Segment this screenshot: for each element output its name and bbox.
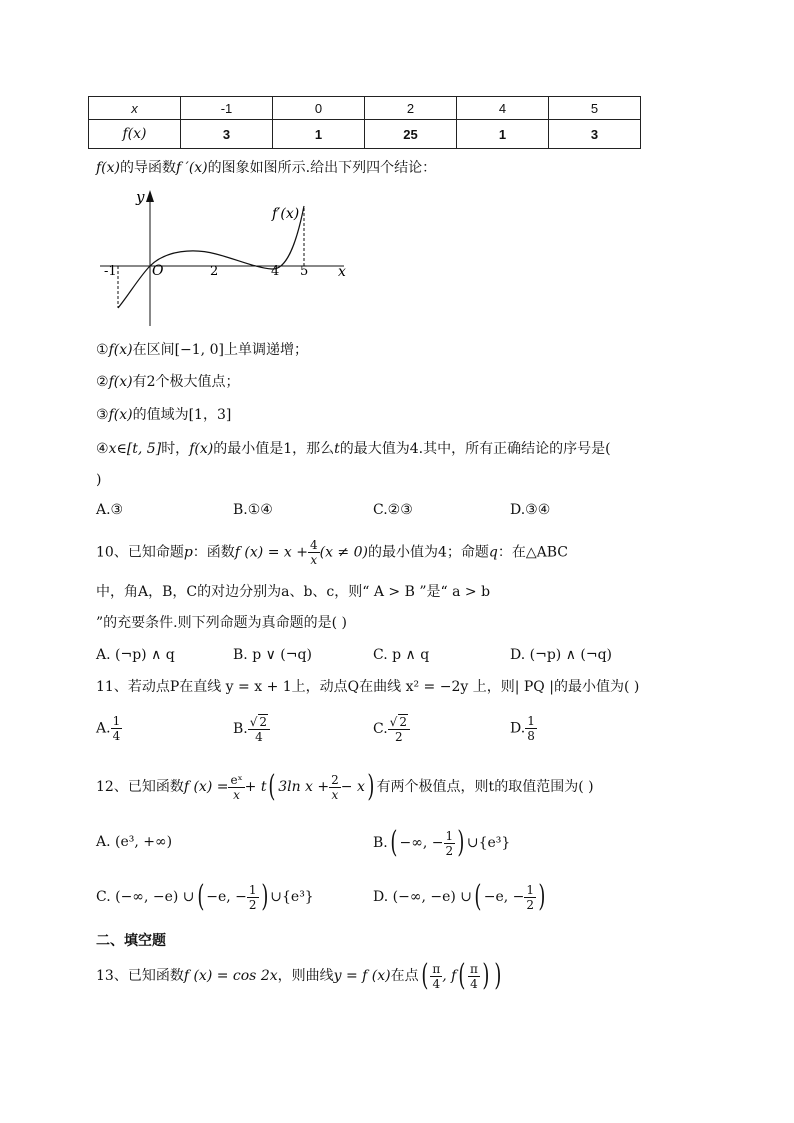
fraction-denominator: 2 — [526, 897, 535, 912]
statement-text: 的最小值是1，那么 — [213, 441, 335, 457]
option-label: B. — [233, 721, 248, 737]
fraction-numerator: √ 2 — [248, 714, 270, 730]
q12-option-a: A. (e³, +∞) — [96, 834, 173, 850]
fraction-denominator: 2 — [248, 897, 257, 912]
table-value-cell: 25 — [365, 120, 457, 149]
q9-intro-tail: 的图象如图所示.给出下列四个结论： — [207, 160, 437, 176]
statement-number: ② — [96, 374, 109, 390]
value-table — [88, 96, 641, 149]
q10-condition: (x ≠ 0) — [319, 544, 368, 561]
option-fraction — [111, 714, 123, 743]
statement-number: ④ — [96, 441, 109, 457]
fraction-numerator: 1 — [527, 714, 535, 728]
tick-label-2: 2 — [210, 264, 219, 279]
q10-text: 10、已知命题 — [96, 544, 184, 561]
statement-text: 有2个极大值点； — [132, 374, 240, 390]
statement-number: ③ — [96, 407, 109, 423]
fraction-numerator: π — [432, 961, 441, 976]
table-header-cell: -1 — [181, 97, 273, 120]
tick-label-neg1: -1 — [104, 264, 117, 279]
option-fraction — [525, 714, 537, 743]
fraction-numerator: 1 — [112, 714, 121, 728]
q11-text: 11、若动点P在直线 y = x + 1上，动点Q在曲线 x² = −2y 上，则| PQ |的最小值为( ) — [96, 679, 640, 695]
q10-option-c: C. p ∧ q — [373, 647, 430, 663]
q9-intro-fx: f(x) — [96, 160, 121, 176]
q11-option-a — [96, 714, 122, 743]
fraction-denominator: 8 — [527, 729, 535, 743]
q9-intro-fpx: f ′(x) — [176, 160, 208, 176]
option-fraction — [524, 883, 536, 912]
q10-text: 的最小值为4；命题 — [367, 544, 489, 561]
q12-inner-fraction — [329, 773, 341, 802]
fraction-denominator: 4 — [255, 730, 263, 744]
q9-option-a: A.③ — [96, 502, 124, 518]
q11-option-c — [373, 714, 410, 744]
fraction-numerator: 2 — [331, 772, 339, 787]
statement-fx: f(x) — [108, 374, 133, 390]
section-heading: 二、填空题 — [96, 933, 166, 949]
option-label: D. — [510, 720, 526, 737]
table-value-cell: 3 — [181, 120, 273, 149]
q10-function: f (x) = x + — [234, 544, 308, 561]
q9-intro-mid: 的导函数 — [120, 160, 177, 176]
statement-fx: f(x) — [108, 342, 133, 358]
x-label: x — [338, 264, 346, 280]
q10-line-2: 中，角A，B，C的对边分别为a、b、c，则“ A > B ”是“ a > b — [96, 584, 491, 600]
q12-option-d: D. (−∞, −e) ∪( −e, − $\frac{1}{2}$ ) — [373, 879, 546, 914]
statement-var: t — [334, 441, 340, 457]
fraction-denominator: 4 — [470, 976, 478, 991]
q13-term: , f — [442, 968, 457, 984]
option-label: C. (−∞, −e) ∪ — [96, 889, 195, 905]
table-row-label: f(x) — [89, 120, 181, 149]
q12-term: + t — [244, 779, 267, 795]
option-term: ∪{e³} — [466, 835, 511, 851]
q10-var-q: q — [488, 544, 498, 561]
q12-term: 3ln x + — [278, 779, 330, 795]
q10-option-b: B. p ∨ (¬q) — [233, 647, 312, 663]
y-axis-arrow — [146, 190, 154, 202]
option-fraction — [444, 829, 456, 858]
q9-option-c: C.②③ — [373, 502, 413, 518]
fraction-numerator: √ 2 — [388, 714, 410, 730]
table-header-row — [89, 97, 641, 120]
option-label: D. (−∞, −e) ∪ — [373, 889, 473, 905]
sqrt-radicand: 2 — [259, 715, 268, 729]
q10-text: ：函数 — [192, 544, 235, 561]
q12-function: f (x) = — [183, 779, 229, 795]
statement-fx: f(x) — [189, 441, 214, 457]
statement-text: 的最大值为4.其中，所有正确结论的序号是( — [339, 441, 611, 457]
fraction-numerator: 1 — [445, 828, 454, 843]
q12-term: − x — [340, 779, 365, 795]
option-fraction — [388, 714, 410, 744]
q10-line-1 — [96, 538, 568, 567]
q9-option-b: B.①④ — [233, 502, 273, 518]
curve-label: f′(x) — [272, 206, 300, 222]
q10-line-3: ”的充要条件.则下列命题为真命题的是( ) — [96, 615, 347, 631]
q9-intro — [96, 158, 436, 178]
fraction-denominator: x — [310, 553, 318, 567]
tick-label-4: 4 — [271, 264, 280, 279]
fraction-denominator: 4 — [432, 976, 441, 991]
q13-text: 在点 — [390, 968, 419, 984]
q13-text: 13、已知函数 — [96, 968, 184, 984]
option-fraction — [247, 883, 259, 912]
statement-number: ① — [96, 342, 109, 358]
option-term: ∪{e³} — [270, 889, 314, 905]
table-value-cell: 3 — [549, 120, 641, 149]
table-header-cell: 4 — [457, 97, 549, 120]
q11-option-b — [233, 714, 270, 744]
statement-math: x∈[t, 5] — [108, 441, 162, 457]
q10-text: ：在△ABC — [497, 544, 568, 561]
statement-text: 时， — [161, 441, 190, 457]
fraction-denominator: 2 — [445, 843, 454, 858]
fraction-denominator: x — [233, 787, 240, 802]
statement-text: 在区间[−1, 0]上单调递增； — [132, 342, 308, 358]
fraction-denominator: x — [331, 787, 339, 802]
q12-fraction — [228, 773, 244, 802]
q9-statement-3 — [96, 405, 231, 425]
q10-var-p: p — [183, 544, 193, 561]
q9-statement-1 — [96, 340, 308, 360]
derivative-graph — [96, 186, 366, 332]
q12-text: 有两个极值点，则t的取值范围为( ) — [376, 779, 594, 795]
q9-option-d: D.③④ — [510, 502, 551, 518]
q12-option-c: C. (−∞, −e) ∪( −e, − $\frac{1}{2}$ ) ∪{e³} — [96, 879, 314, 914]
y-label: y — [136, 188, 145, 206]
option-term: −∞, − — [399, 835, 444, 851]
q10-option-d: D. (¬p) ∧ (¬q) — [510, 647, 613, 663]
q9-statement-4-close: ) — [96, 472, 102, 488]
q13-fraction — [468, 962, 480, 991]
statement-text: 的值域为[1，3] — [132, 407, 232, 423]
fraction-numerator: π — [470, 961, 478, 976]
q13-text: ，则曲线 — [277, 968, 334, 984]
option-term: −e, − — [206, 889, 247, 905]
q13-fraction — [430, 962, 442, 991]
q9-statement-2 — [96, 372, 240, 392]
option-label: C. — [373, 721, 388, 737]
q13-curve: y = f (x) — [333, 968, 391, 984]
fraction-numerator: 4 — [309, 538, 318, 552]
table-header-cell: x — [89, 97, 181, 120]
fraction-denominator: 2 — [395, 730, 403, 744]
sqrt-radicand: 2 — [399, 715, 407, 729]
table-header-cell: 5 — [549, 97, 641, 120]
fraction-numerator: 1 — [526, 882, 535, 897]
statement-fx: f(x) — [108, 407, 133, 423]
option-label: B. — [373, 835, 388, 851]
option-label: A. — [96, 720, 111, 737]
q9-statement-4 — [96, 439, 611, 459]
option-term: −e, − — [483, 889, 525, 905]
origin-label: O — [152, 263, 164, 279]
fraction-denominator: 4 — [112, 729, 121, 743]
option-fraction — [248, 714, 270, 744]
fraction-numerator: eˣ — [230, 772, 243, 787]
table-value-cell: 1 — [273, 120, 365, 149]
fraction-numerator: 1 — [248, 882, 257, 897]
q11-option-d — [510, 714, 537, 743]
table-header-cell: 0 — [273, 97, 365, 120]
table-value-row — [89, 120, 641, 149]
tick-label-5: 5 — [300, 264, 309, 279]
q13-stem: 13、已知函数f (x) = cos 2x，则曲线y = f (x)在点( $\frac{\pi}{4}$ , f( $\frac{\pi}{4}$ ) ) — [96, 958, 502, 993]
q12-option-b: B.( −∞, − $\frac{1}{2}$ ) ∪{e³} — [373, 825, 511, 860]
q12-text: 12、已知函数 — [96, 779, 184, 795]
q10-fraction — [308, 538, 320, 567]
q10-option-a: A. (¬p) ∧ q — [96, 647, 175, 663]
table-value-cell: 1 — [457, 120, 549, 149]
q13-function: f (x) = cos 2x — [183, 968, 278, 984]
table-header-cell: 2 — [365, 97, 457, 120]
q12-stem: 12、已知函数f (x) = $\frac{\text{eˣ}}{x}$ + t( 3ln x + $\frac{2}{x}$ − x) 有两个极值点，则t的取值范围为( ) — [96, 769, 594, 804]
